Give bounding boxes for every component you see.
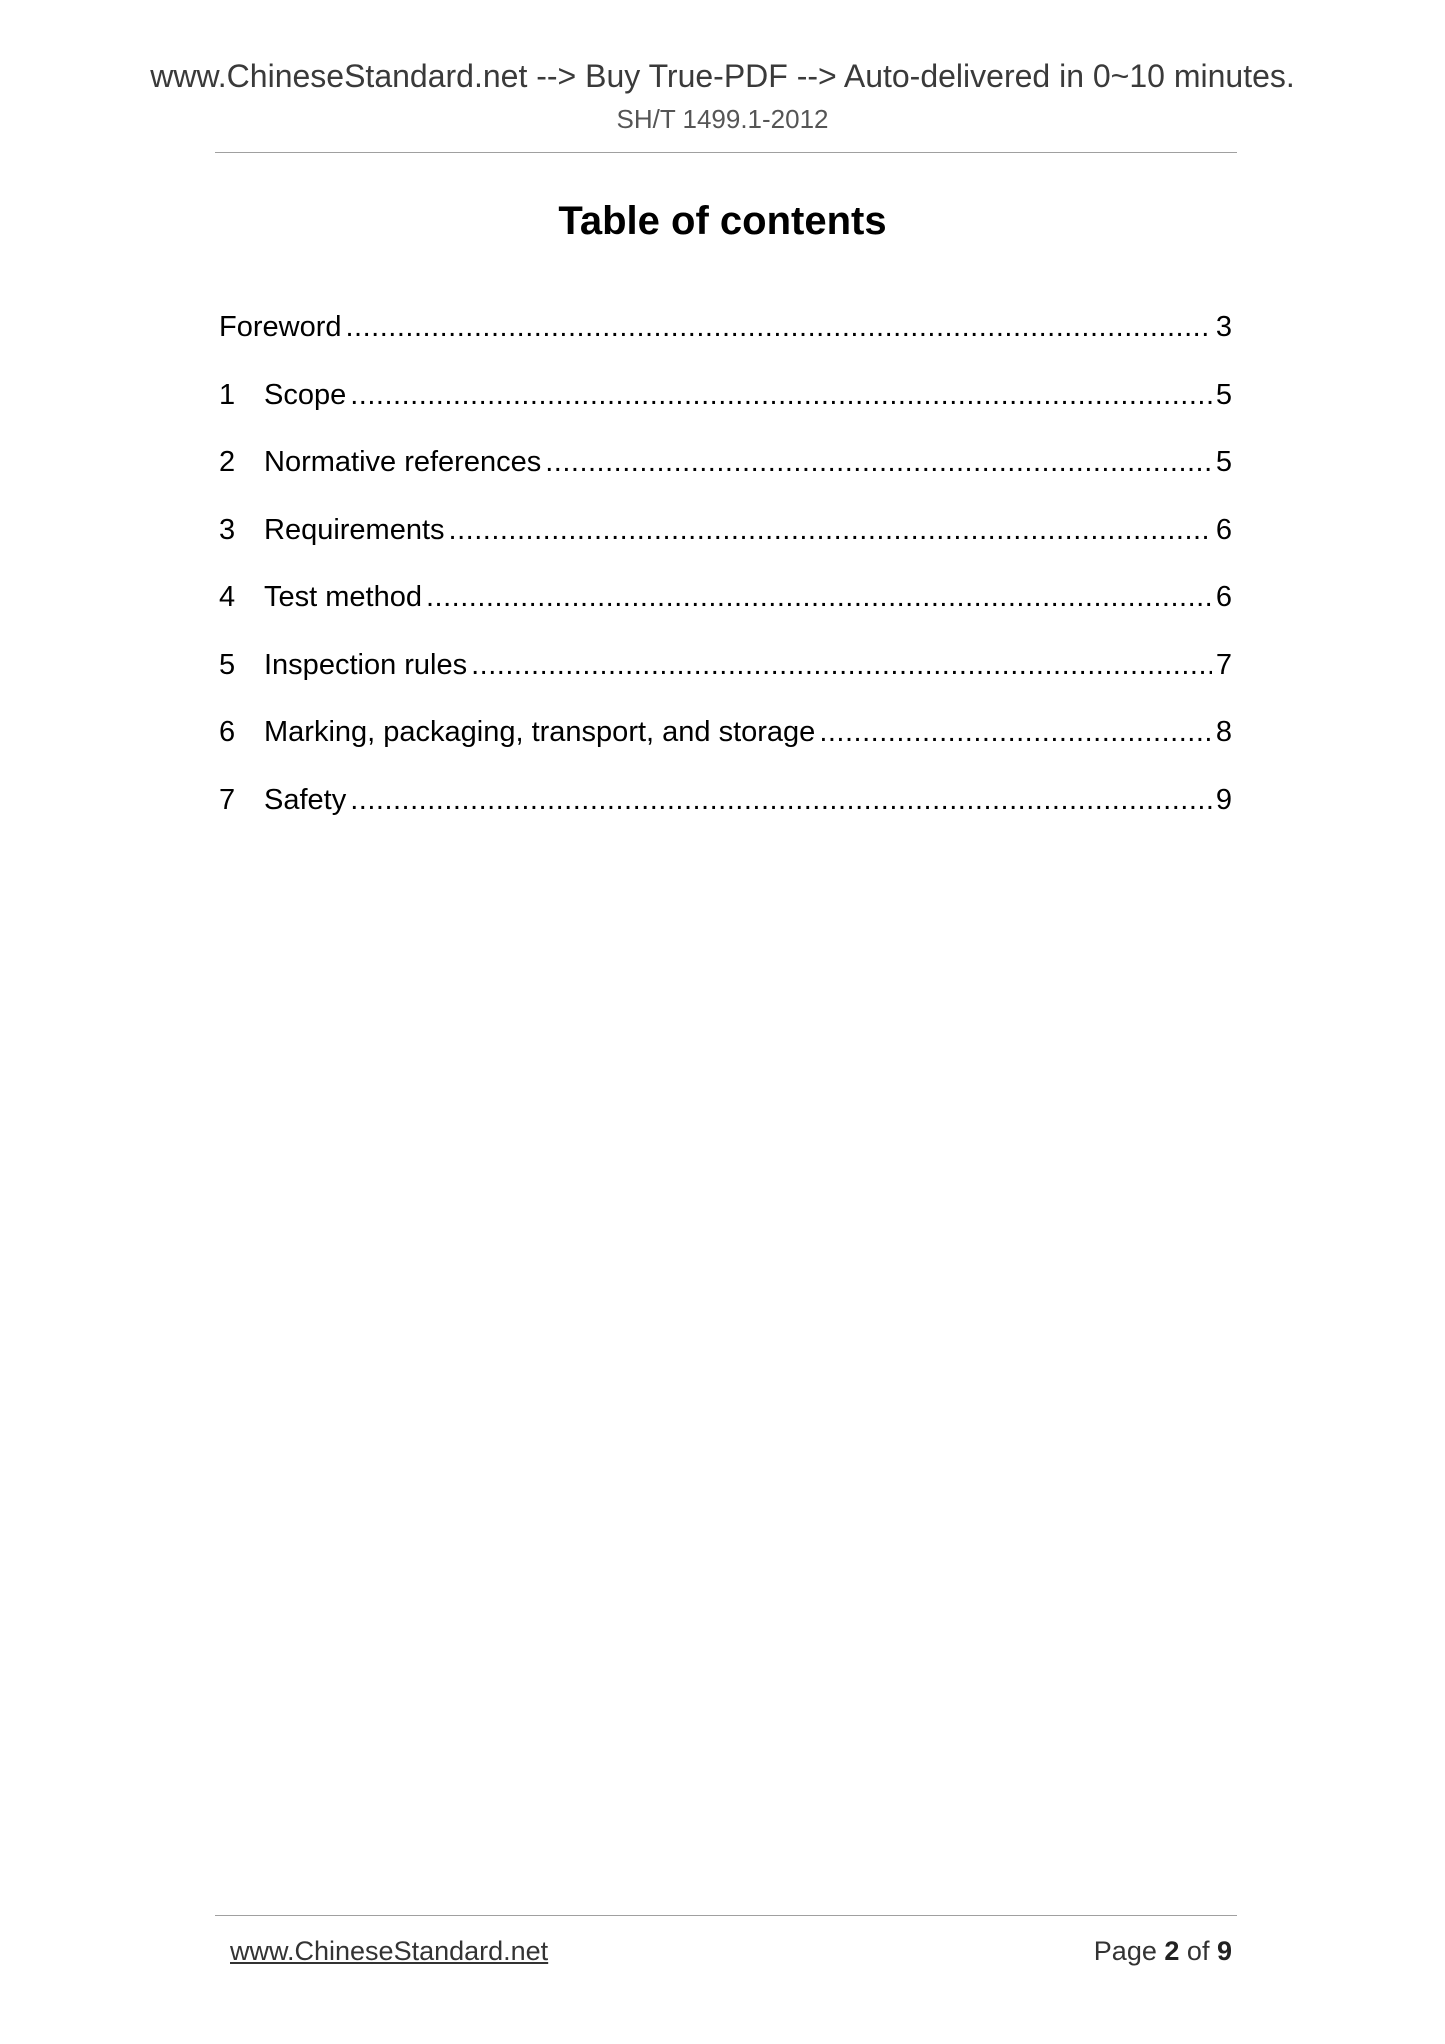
toc-entry-page: 3: [1215, 311, 1232, 343]
page-current: 2: [1164, 1936, 1180, 1966]
toc-entry-title: Requirements: [264, 513, 445, 546]
toc-entry-title: Safety: [264, 783, 347, 816]
toc-leader-dots: [346, 307, 1212, 347]
page-title: Table of contents: [558, 199, 887, 243]
toc-entry-number: 6: [219, 716, 236, 748]
header-divider: [215, 152, 1237, 153]
toc-entry-number: 3: [219, 513, 236, 546]
toc-entry-requirements[interactable]: [219, 510, 1232, 578]
toc-entry-marking-packaging[interactable]: [219, 712, 1232, 780]
footer-divider: [215, 1915, 1237, 1916]
toc-entry-safety[interactable]: [219, 780, 1232, 848]
standard-code: SH/T 1499.1-2012: [616, 104, 829, 134]
toc-entry-normative-references[interactable]: [219, 442, 1232, 510]
toc-entry-page: 8: [1215, 716, 1232, 748]
toc-entry-number: 7: [219, 783, 236, 816]
toc-entry-title: Scope: [264, 378, 347, 411]
toc-entry-page: 5: [1215, 378, 1232, 411]
footer-website-link[interactable]: www.ChineseStandard.net: [230, 1936, 549, 1966]
toc-entry-title: Test method: [264, 581, 422, 613]
toc-entry-number: 1: [219, 378, 236, 411]
toc-entry-number: 4: [219, 581, 236, 613]
toc-entry-page: 9: [1215, 783, 1232, 816]
toc-entry-number: 5: [219, 648, 236, 681]
toc-entry-number: 2: [219, 446, 236, 478]
toc-entry-foreword[interactable]: [219, 307, 1232, 375]
toc-leader-dots: [449, 510, 1212, 550]
page-number: [1094, 1934, 1232, 1968]
header-promo-text: www.ChineseStandard.net --> Buy True-PDF --> Auto-delivered in 0~10 minutes.: [150, 58, 1295, 94]
toc-entry-page: 6: [1215, 581, 1232, 613]
page-label: Page: [1093, 1936, 1157, 1966]
toc-leader-dots: [545, 442, 1212, 482]
toc-entry-inspection-rules[interactable]: [219, 645, 1232, 713]
table-of-contents: [219, 307, 1232, 847]
toc-entry-title: Normative references: [264, 446, 542, 478]
toc-entry-title: Inspection rules: [264, 648, 468, 681]
toc-leader-dots: [426, 577, 1212, 617]
toc-leader-dots: [471, 645, 1212, 685]
toc-entry-page: 7: [1215, 648, 1232, 681]
toc-entry-scope[interactable]: [219, 375, 1232, 443]
toc-leader-dots: [350, 375, 1212, 415]
toc-entry-page: 6: [1215, 513, 1232, 546]
toc-entry-title: Foreword: [219, 311, 342, 343]
toc-entry-title: Marking, packaging, transport, and storage: [264, 716, 816, 748]
toc-leader-dots: [350, 780, 1212, 820]
toc-entry-page: 5: [1215, 446, 1232, 478]
toc-leader-dots: [819, 712, 1212, 752]
toc-entry-test-method[interactable]: [219, 577, 1232, 645]
page-total: 9: [1216, 1936, 1232, 1966]
page-of-label: of: [1186, 1936, 1210, 1966]
